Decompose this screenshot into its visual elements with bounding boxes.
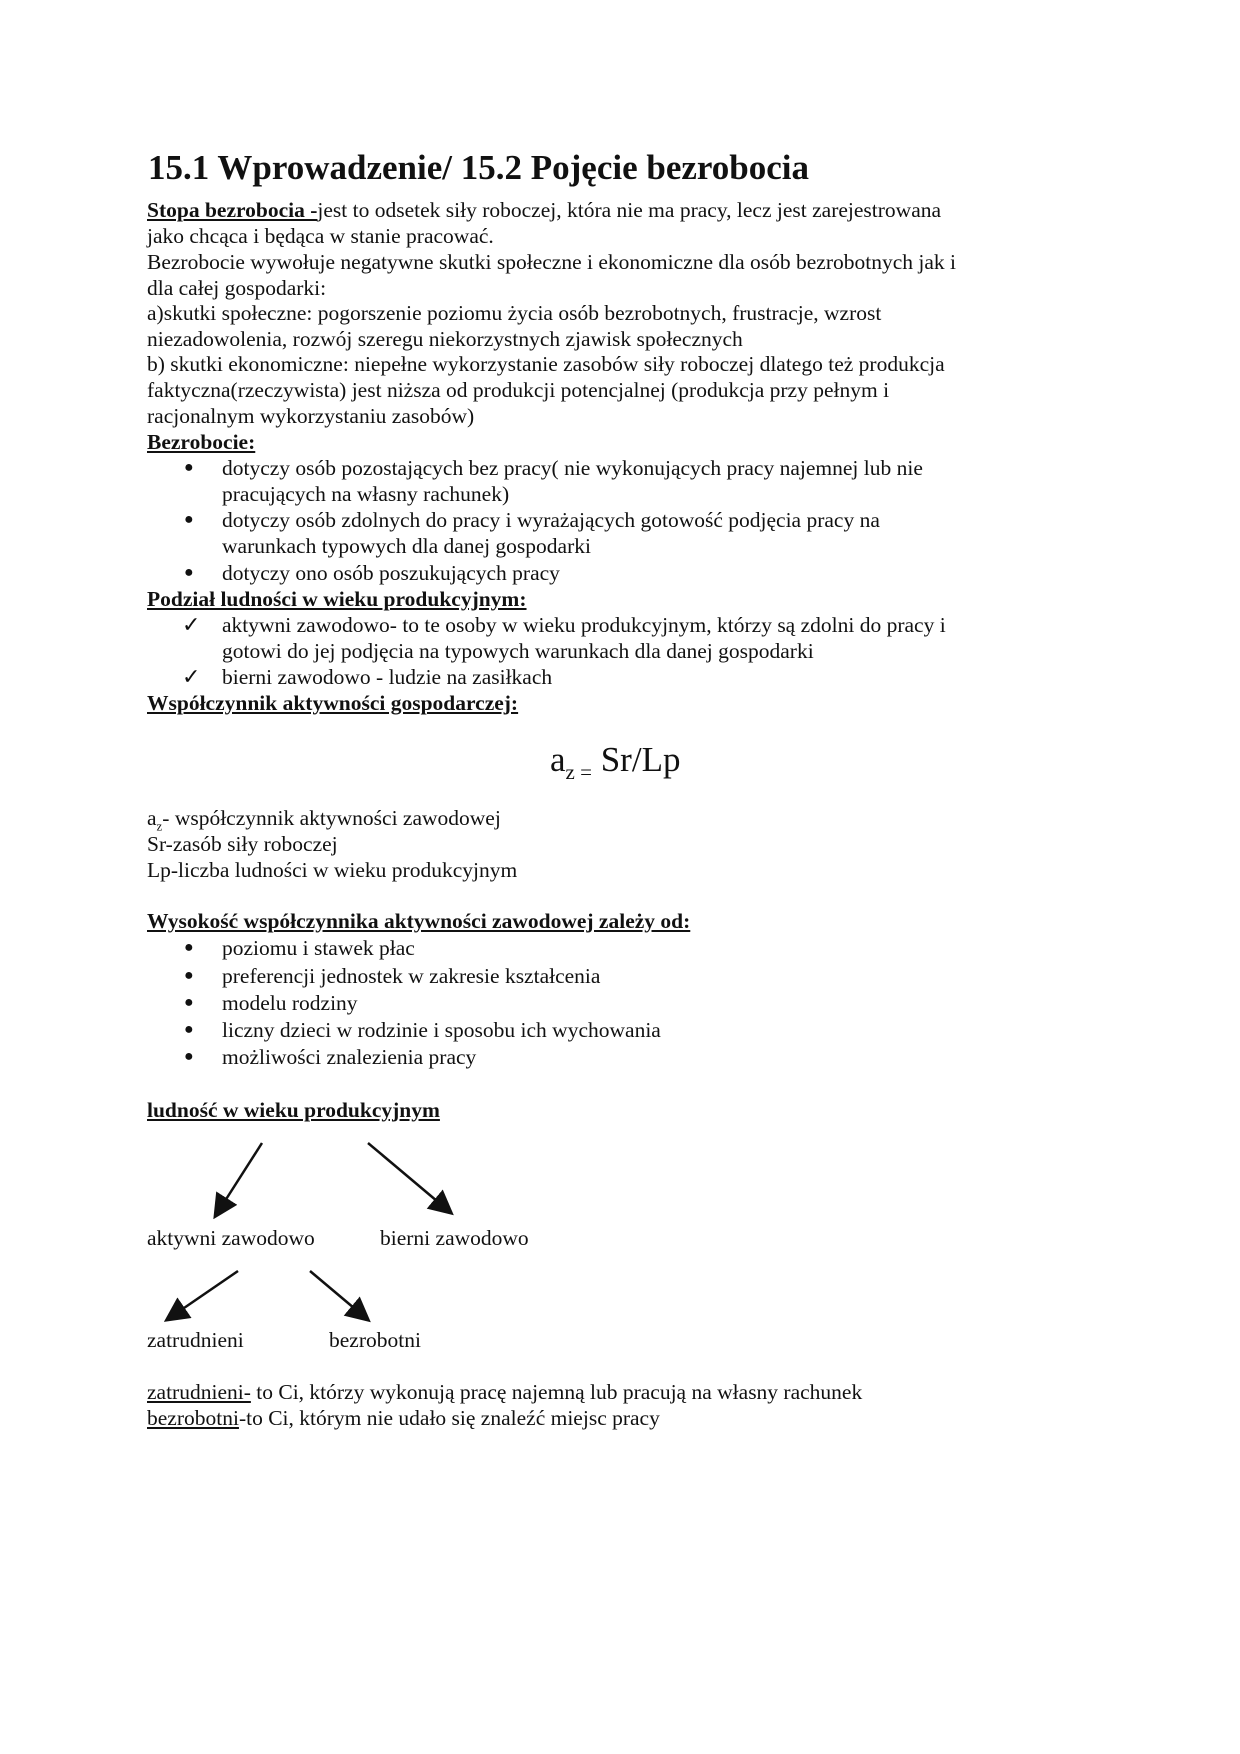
symbol: a xyxy=(147,806,157,830)
definition-text: -to Ci, którym nie udało się znaleźć miejsc pracy xyxy=(238,1406,660,1430)
paragraph-line: faktyczna(rzeczywista) jest niższa od produkcji potencjalnej (produkcja przy pełnym i xyxy=(147,378,890,402)
formula-symbol: a xyxy=(550,740,566,779)
paragraph-line: niezadowolenia, rozwój szeregu niekorzystnych zjawisk społecznych xyxy=(147,327,743,351)
arrow-icon xyxy=(168,1271,238,1319)
diagram-root: ludność w wieku produkcyjnym xyxy=(147,1098,440,1122)
list-item: dotyczy osób zdolnych do pracy i wyrażających gotowość podjęcia pracy na xyxy=(222,508,880,532)
list-item: preferencji jednostek w zakresie kształcenia xyxy=(222,964,601,988)
definition-line: Lp-liczba ludności w wieku produkcyjnym xyxy=(147,858,518,882)
checkmark-icon: ✓ xyxy=(182,664,201,689)
bullet-icon: ● xyxy=(184,967,194,984)
arrow-icon xyxy=(310,1271,367,1319)
diagram-node-active: aktywni zawodowo xyxy=(147,1226,315,1250)
subscript: z xyxy=(156,819,163,834)
bullet-icon: ● xyxy=(184,1021,194,1038)
paragraph-line: a)skutki społeczne: pogorszenie poziomu życia osób bezrobotnych, frustracje, wzrost xyxy=(147,301,882,325)
list-item: poziomu i stawek płac xyxy=(222,936,415,960)
bullet-icon: ● xyxy=(184,511,194,528)
paragraph-line: dla całej gospodarki: xyxy=(147,276,327,300)
arrow-icon xyxy=(216,1143,262,1215)
page-title: 15.1 Wprowadzenie/ 15.2 Pojęcie bezrobocia xyxy=(148,148,810,187)
intro-text: jest to odsetek siły roboczej, która nie ma pracy, lecz jest zarejestrowana xyxy=(317,198,942,222)
section-heading: Bezrobocie: xyxy=(147,430,256,454)
term: bezrobotni xyxy=(147,1406,239,1430)
checkmark-icon: ✓ xyxy=(182,612,201,637)
list-item: gotowi do jej podjęcia na typowych warunkach dla danej gospodarki xyxy=(222,639,814,663)
list-item: pracujących na własny rachunek) xyxy=(222,482,510,506)
bullet-icon: ● xyxy=(184,939,194,956)
list-item: dotyczy ono osób poszukujących pracy xyxy=(222,561,560,585)
list-item: możliwości znalezienia pracy xyxy=(222,1045,477,1069)
definition-line xyxy=(147,1379,862,1405)
term-stopa-bezrobocia: Stopa bezrobocia - xyxy=(147,198,318,222)
bullet-icon: ● xyxy=(184,1048,194,1065)
arrow-icon xyxy=(368,1143,450,1212)
paragraph-line: b) skutki ekonomiczne: niepełne wykorzystanie zasobów siły roboczej dlatego też produkcja xyxy=(147,352,945,376)
list-item: dotyczy osób pozostających bez pracy( nie wykonujących pracy najemnej lub nie xyxy=(222,456,923,480)
diagram-node-unemployed: bezrobotni xyxy=(329,1328,421,1352)
definition-line: Sr-zasób siły roboczej xyxy=(147,832,338,856)
diagram-node-passive: bierni zawodowo xyxy=(380,1226,529,1250)
formula-subscript: z = xyxy=(565,760,592,784)
list-item: modelu rodziny xyxy=(222,991,358,1015)
paragraph-line: Bezrobocie wywołuje negatywne skutki społeczne i ekonomiczne dla osób bezrobotnych jak i xyxy=(147,250,956,274)
list-item: warunkach typowych dla danej gospodarki xyxy=(222,534,591,558)
paragraph-line: racjonalnym wykorzystaniu zasobów) xyxy=(147,404,475,428)
definition-line xyxy=(147,1405,660,1431)
list-item: bierni zawodowo - ludzie na zasiłkach xyxy=(222,665,553,689)
section-heading: Wysokość współczynnika aktywności zawodowej zależy od: xyxy=(147,909,691,933)
diagram-node-employed: zatrudnieni xyxy=(147,1328,244,1352)
formula-rhs: Sr/Lp xyxy=(600,740,681,779)
list-item: liczny dzieci w rodzinie i sposobu ich wychowania xyxy=(222,1018,661,1042)
section-heading: Podział ludności w wieku produkcyjnym: xyxy=(147,587,527,611)
definition-text: to Ci, którzy wykonują pracę najemną lub pracują na własny rachunek xyxy=(250,1380,863,1404)
definition-text: - współczynnik aktywności zawodowej xyxy=(162,806,501,830)
bullet-icon: ● xyxy=(184,564,194,581)
list-item: aktywni zawodowo- to te osoby w wieku produkcyjnym, którzy są zdolni do pracy i xyxy=(222,613,946,637)
bullet-icon: ● xyxy=(184,459,194,476)
section-heading: Współczynnik aktywności gospodarczej: xyxy=(147,691,519,715)
bullet-icon: ● xyxy=(184,994,194,1011)
intro-line: jako chcąca i będąca w stanie pracować. xyxy=(147,224,494,248)
term: zatrudnieni- xyxy=(147,1380,251,1404)
